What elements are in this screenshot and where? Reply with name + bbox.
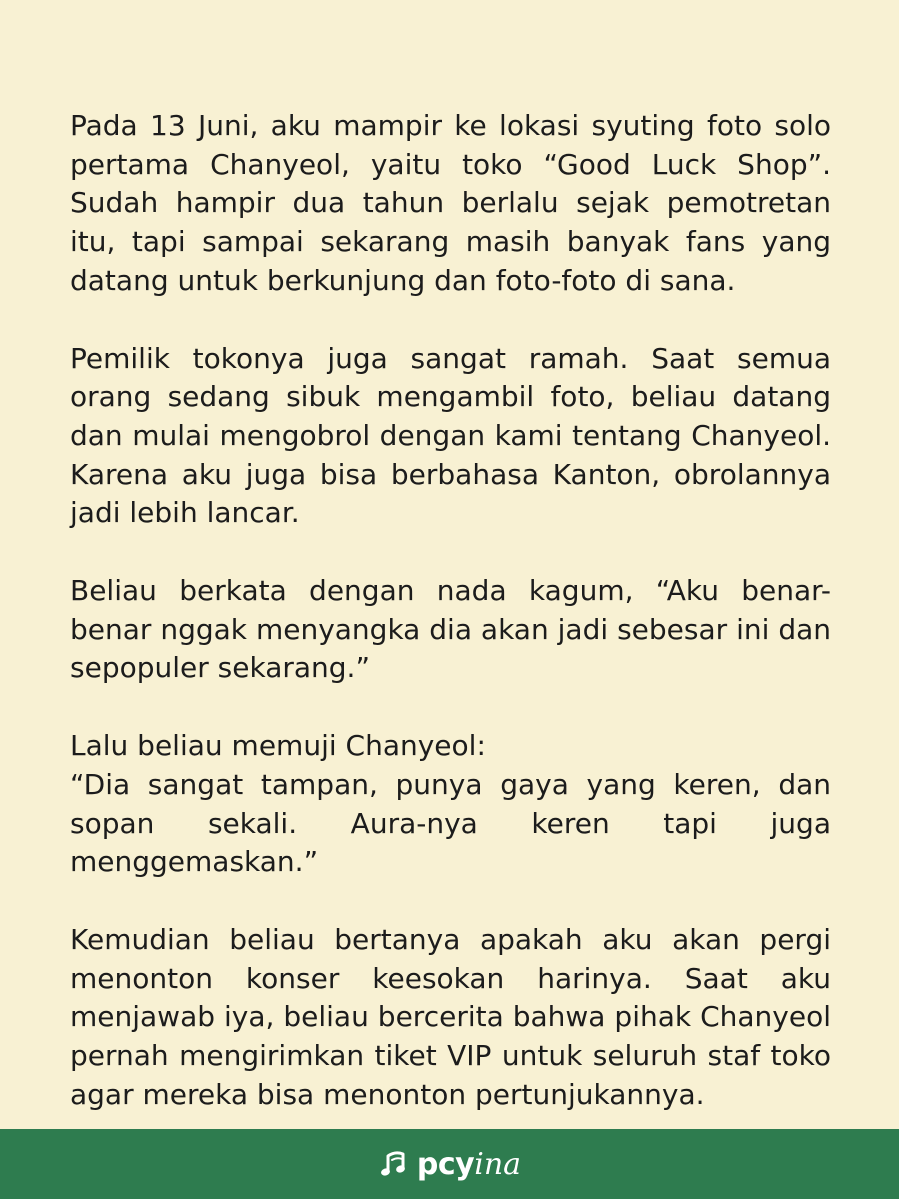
paragraph-owner: Pemilik tokonya juga sangat ramah. Saat semua orang sedang sibuk mengambil foto, beliau datang dan mulai mengobrol dengan kami tentang Chanyeol. Karena aku juga bisa berbahasa Kanton, obrolannya jadi lebih lancar. bbox=[70, 341, 831, 530]
paragraph-quote: Beliau berkata dengan nada kagum, “Aku benar-benar nggak menyangka dia akan jadi sebesar ini dan sepopuler sekarang.” bbox=[70, 574, 831, 685]
paragraph-concert: Kemudian beliau bertanya apakah aku akan pergi menonton konser keesokan harinya. Saat aku menjawab iya, beliau bercerita bahwa pihak Chanyeol pernah mengirimkan tiket VIP untuk seluruh staf toko agar mereka bisa menonton pertunjukannya. bbox=[70, 922, 831, 1111]
brand-logo bbox=[378, 1147, 521, 1182]
article-body bbox=[70, 107, 831, 1153]
praise-intro: Lalu beliau memuji Chanyeol: bbox=[70, 729, 486, 763]
music-note-leaf-icon bbox=[378, 1147, 412, 1181]
brand-name-bold: pcy bbox=[416, 1146, 475, 1182]
paragraph-praise bbox=[70, 727, 831, 882]
brand-name-italic: ina bbox=[474, 1146, 522, 1182]
praise-quote: “Dia sangat tampan, punya gaya yang keren, dan sopan sekali. Aura-nya keren tapi juga menggemaskan.” bbox=[70, 767, 831, 879]
footer-bar bbox=[0, 1129, 899, 1199]
paragraph-visit: Pada 13 Juni, aku mampir ke lokasi syuting foto solo pertama Chanyeol, yaitu toko “Good Luck Shop”. Sudah hampir dua tahun berlalu sejak pemotretan itu, tapi sampai sekarang masih banyak fans yang datang untuk berkunjung dan foto-foto di sana. bbox=[70, 109, 831, 297]
